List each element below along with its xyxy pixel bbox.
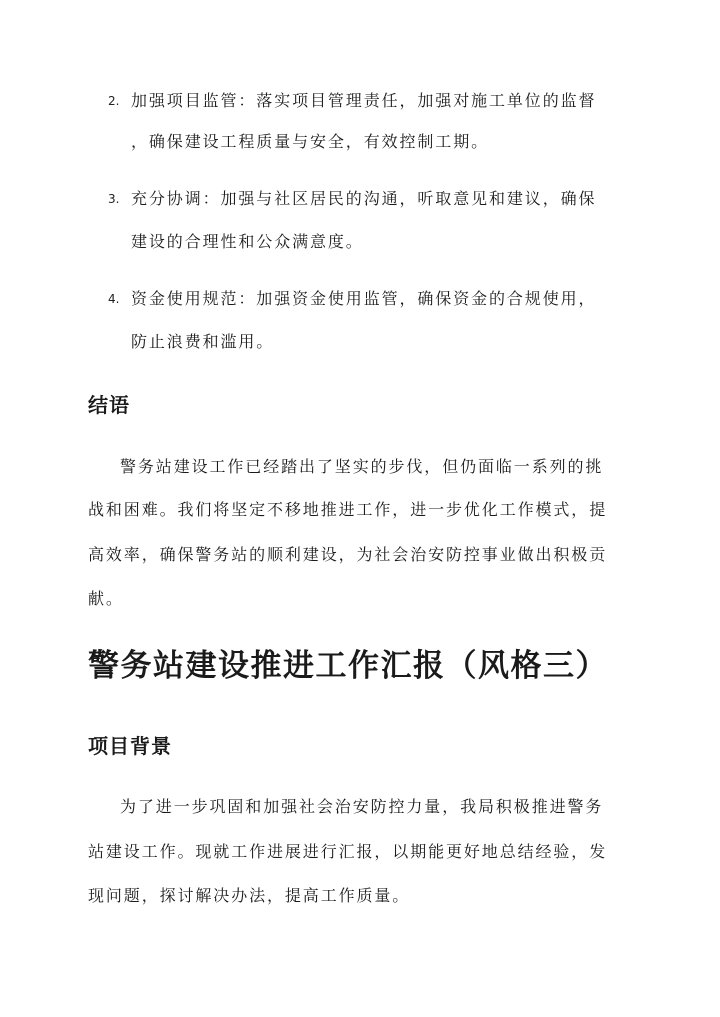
conclusion-line: 高效率，确保警务站的顺利建设，为社会治安防控事业做出积极贡 xyxy=(88,545,608,564)
list-item-line: 建设的合理性和公众满意度。 xyxy=(131,232,364,251)
list-item-line: 资金使用规范：加强资金使用监管，确保资金的合规使用， xyxy=(131,289,597,308)
list-number: 2. xyxy=(108,94,120,108)
list-item-line: 防止浪费和滥用。 xyxy=(131,332,275,351)
conclusion-line: 献。 xyxy=(88,589,124,608)
conclusion-line: 警务站建设工作已经踏出了坚实的步伐，但仍面临一系列的挑 xyxy=(120,457,604,476)
background-line: 现问题，探讨解决办法，提高工作质量。 xyxy=(88,886,411,905)
background-line: 为了进一步巩固和加强社会治安防控力量，我局积极推进警务 xyxy=(120,797,604,816)
list-number: 3. xyxy=(108,192,120,206)
list-item-line: ，确保建设工程质量与安全，有效控制工期。 xyxy=(131,132,490,151)
conclusion-line: 战和困难。我们将坚定不移地推进工作，进一步优化工作模式，提 xyxy=(88,500,608,519)
background-line: 站建设工作。现就工作进展进行汇报，以期能更好地总结经验，发 xyxy=(88,842,608,861)
conclusion-heading: 结语 xyxy=(88,393,130,417)
list-item-line: 加强项目监管：落实项目管理责任，加强对施工单位的监督 xyxy=(131,91,597,110)
list-item-line: 充分协调：加强与社区居民的沟通，听取意见和建议，确保 xyxy=(131,189,597,208)
list-number: 4. xyxy=(108,292,120,306)
section-title: 警务站建设推进工作汇报（风格三） xyxy=(88,648,608,684)
background-heading: 项目背景 xyxy=(88,734,172,758)
